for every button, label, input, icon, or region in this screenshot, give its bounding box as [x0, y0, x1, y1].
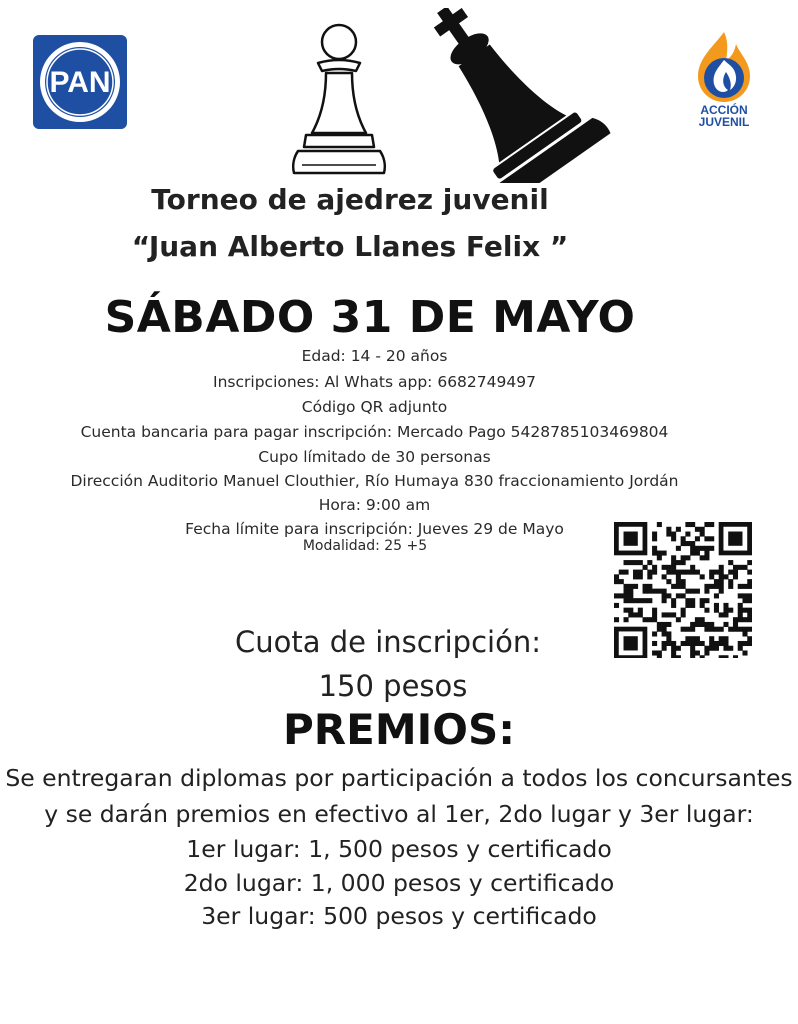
prize-first-place: 1er lugar: 1, 500 pesos y certificado	[186, 835, 612, 863]
detail-registration: Inscripciones: Al Whats app: 6682749497	[213, 373, 536, 391]
detail-capacity: Cupo límitado de 30 personas	[258, 448, 491, 466]
event-date-headline: SÁBADO 31 DE MAYO	[104, 292, 636, 343]
detail-bank-account: Cuenta bancaria para pagar inscripción: Mercado Pago 5428785103469804	[80, 423, 669, 441]
detail-qr-note: Código QR adjunto	[301, 398, 448, 416]
pan-logo-text: PAN	[49, 66, 111, 99]
prizes-intro-line2: y se darán premios en efectivo al 1er, 2do lugar y 3er lugar:	[44, 800, 754, 828]
detail-time: Hora: 9:00 am	[318, 496, 431, 514]
detail-deadline: Fecha límite para inscripción: Jueves 29 de Mayo	[185, 520, 564, 538]
prizes-heading: PREMIOS:	[283, 705, 515, 754]
fee-value: 150 pesos	[318, 669, 468, 703]
detail-address: Dirección Auditorio Manuel Clouthier, Río Humaya 830 fraccionamiento Jordán	[70, 472, 679, 490]
accion-juvenil-line1: ACCIÓN	[700, 103, 748, 117]
qr-code-icon[interactable]	[614, 522, 752, 658]
white-pawn-icon	[288, 15, 390, 183]
prize-third-place: 3er lugar: 500 pesos y certificado	[201, 902, 597, 930]
accion-juvenil-logo	[684, 28, 764, 128]
detail-age: Edad: 14 - 20 años	[301, 347, 448, 365]
prize-second-place: 2do lugar: 1, 000 pesos y certificado	[183, 869, 615, 897]
fee-label: Cuota de inscripción:	[235, 625, 541, 659]
prizes-intro-line1: Se entregaran diplomas por participación a todos los concursantes	[5, 764, 793, 792]
pan-logo	[33, 35, 127, 129]
event-title-line2: “Juan Alberto Llanes Felix ”	[131, 230, 569, 263]
accion-juvenil-line2: JUVENIL	[698, 115, 750, 128]
black-king-icon	[395, 8, 613, 183]
event-title-line1: Torneo de ajedrez juvenil	[151, 183, 549, 216]
detail-modality: Modalidad: 25 +5	[302, 538, 428, 554]
